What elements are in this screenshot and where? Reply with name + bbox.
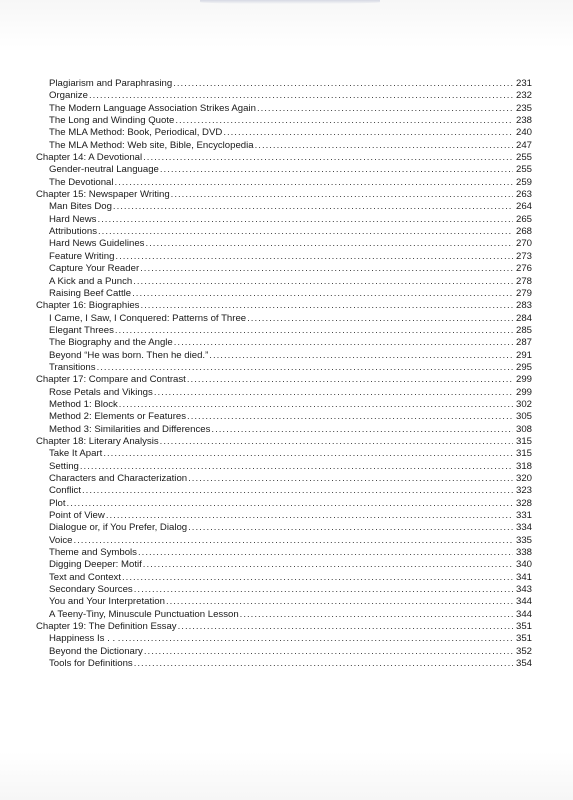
toc-page-number: 240 <box>515 127 532 139</box>
toc-entry-title: Secondary Sources <box>49 584 133 596</box>
page-edge-shadow <box>200 0 380 4</box>
toc-section-row <box>36 633 532 645</box>
toc-entry-title: Attributions <box>49 226 97 238</box>
toc-entry-title: Conflict <box>49 485 81 497</box>
toc-entry-title: Gender-neutral Language <box>49 164 159 176</box>
dot-leader <box>115 177 513 189</box>
toc-chapter-row <box>36 621 532 633</box>
dot-leader <box>209 350 513 362</box>
dot-leader <box>173 78 513 90</box>
toc-entry-title: Digging Deeper: Motif <box>49 559 142 571</box>
toc-page-number: 344 <box>515 596 532 608</box>
toc-section-row <box>36 362 532 374</box>
toc-page-number: 315 <box>515 435 532 447</box>
dot-leader <box>140 300 513 312</box>
toc-entry-title: Chapter 17: Compare and Contrast <box>36 374 186 386</box>
toc-page-number: 287 <box>515 337 532 349</box>
dot-leader <box>133 276 513 288</box>
toc-entry-title: Characters and Characterization <box>49 473 188 484</box>
toc-page-number: 328 <box>515 497 532 509</box>
toc-page-number: 351 <box>515 633 532 645</box>
toc-page-number: 334 <box>515 522 532 534</box>
dot-leader <box>134 658 513 670</box>
dot-leader <box>160 436 513 448</box>
table-of-contents <box>36 78 532 671</box>
toc-section-row <box>36 658 532 670</box>
toc-entry-title: The Modern Language Association Strikes Again <box>49 102 256 114</box>
toc-section-row <box>36 485 532 497</box>
dot-leader <box>145 238 513 250</box>
toc-page-number: 331 <box>515 510 532 522</box>
toc-page-number: 305 <box>515 411 532 423</box>
toc-section-row <box>36 572 532 584</box>
toc-page-number: 255 <box>515 152 532 164</box>
toc-section-row <box>36 251 532 263</box>
toc-section-row <box>36 399 532 411</box>
toc-entry-title: Man Bites Dog <box>49 201 112 213</box>
toc-section-row <box>36 461 532 473</box>
toc-page-number: 270 <box>515 238 532 250</box>
toc-entry-title: Take It Apart <box>49 448 103 460</box>
dot-leader <box>132 288 513 300</box>
toc-section-row <box>36 387 532 399</box>
toc-entry-title: Setting <box>49 460 79 472</box>
toc-page-number: 231 <box>515 78 532 89</box>
dot-leader <box>138 547 513 559</box>
dot-leader <box>97 362 513 374</box>
toc-page-number: 264 <box>515 201 532 213</box>
toc-page-number: 354 <box>515 658 532 670</box>
toc-section-row <box>36 177 532 189</box>
toc-section-row <box>36 646 532 658</box>
toc-entry-title: Beyond the Dictionary <box>49 645 143 657</box>
dot-leader <box>115 251 513 263</box>
toc-page-number: 283 <box>515 300 532 312</box>
dot-leader <box>160 164 513 176</box>
toc-section-row <box>36 238 532 250</box>
toc-page-number: 299 <box>515 386 532 398</box>
toc-chapter-row <box>36 300 532 312</box>
dot-leader <box>80 461 513 473</box>
toc-section-row <box>36 609 532 621</box>
dot-leader <box>113 201 513 213</box>
toc-page-number: 247 <box>515 139 532 151</box>
toc-section-row <box>36 498 532 510</box>
dot-leader <box>188 522 513 534</box>
toc-entry-title: Beyond “He was born. Then he died.” <box>49 349 209 361</box>
toc-entry-title: Hard News Guidelines <box>49 238 145 250</box>
toc-page-number: 265 <box>515 213 532 225</box>
toc-entry-title: The MLA Method: Book, Periodical, DVD <box>49 127 223 139</box>
toc-section-row <box>36 288 532 300</box>
toc-entry-title: Plagiarism and Paraphrasing <box>49 78 173 89</box>
dot-leader <box>255 140 513 152</box>
toc-chapter-row <box>36 189 532 201</box>
toc-section-row <box>36 263 532 275</box>
toc-entry-title: The Devotional <box>49 176 114 188</box>
dot-leader <box>143 152 513 164</box>
toc-section-row <box>36 78 532 90</box>
dot-leader <box>82 485 513 497</box>
toc-page-number: 268 <box>515 226 532 238</box>
toc-entry-title: Text and Context <box>49 571 121 583</box>
dot-leader <box>188 473 513 485</box>
toc-entry-title: Tools for Definitions <box>49 658 133 670</box>
dot-leader <box>240 609 513 621</box>
toc-entry-title: Raising Beef Cattle <box>49 287 132 299</box>
toc-page-number: 352 <box>515 645 532 657</box>
toc-page-number: 263 <box>515 189 532 201</box>
toc-section-row <box>36 127 532 139</box>
toc-entry-title: The Long and Winding Quote <box>49 115 175 127</box>
toc-section-row <box>36 313 532 325</box>
dot-leader <box>106 510 513 522</box>
toc-section-row <box>36 522 532 534</box>
toc-section-row <box>36 214 532 226</box>
dot-leader <box>121 633 513 645</box>
toc-entry-title: Feature Writing <box>49 250 115 262</box>
toc-page-number: 340 <box>515 559 532 571</box>
dot-leader <box>223 127 513 139</box>
toc-section-row <box>36 350 532 362</box>
toc-page-number: 320 <box>515 473 532 484</box>
toc-entry-title: A Kick and a Punch <box>49 275 133 287</box>
toc-page-number: 318 <box>515 460 532 472</box>
toc-entry-title: Voice <box>49 534 73 546</box>
toc-section-row <box>36 596 532 608</box>
toc-section-row <box>36 103 532 115</box>
dot-leader <box>103 448 513 460</box>
toc-section-row <box>36 226 532 238</box>
toc-page-number: 235 <box>515 102 532 114</box>
dot-leader <box>175 115 513 127</box>
toc-page-number: 295 <box>515 361 532 373</box>
toc-page-number: 255 <box>515 164 532 176</box>
toc-page-number: 276 <box>515 263 532 275</box>
dot-leader <box>119 399 513 411</box>
toc-chapter-row <box>36 374 532 386</box>
toc-section-row <box>36 424 532 436</box>
toc-page-number: 278 <box>515 275 532 287</box>
toc-section-row <box>36 473 532 485</box>
toc-page-number: 335 <box>515 534 532 546</box>
toc-page-number: 343 <box>515 584 532 596</box>
dot-leader <box>89 90 513 102</box>
toc-entry-title: Chapter 18: Literary Analysis <box>36 435 159 447</box>
toc-entry-title: Elegant Threes <box>49 324 114 336</box>
dot-leader <box>122 572 513 584</box>
dot-leader <box>140 263 513 275</box>
toc-section-row <box>36 90 532 102</box>
toc-entry-title: Chapter 16: Biographies <box>36 300 140 312</box>
toc-page-number: 323 <box>515 485 532 497</box>
toc-page-number: 238 <box>515 115 532 127</box>
toc-page-number: 299 <box>515 374 532 386</box>
toc-section-row <box>36 115 532 127</box>
toc-section-row <box>36 535 532 547</box>
toc-section-row <box>36 337 532 349</box>
dot-leader <box>257 103 513 115</box>
toc-page-number: 285 <box>515 324 532 336</box>
toc-entry-title: Chapter 14: A Devotional <box>36 152 143 164</box>
toc-entry-title: Organize <box>49 90 88 102</box>
toc-entry-title: Happiness Is . . . <box>49 633 121 645</box>
dot-leader <box>166 596 513 608</box>
toc-entry-title: Theme and Symbols <box>49 547 137 559</box>
dot-leader <box>247 313 513 325</box>
toc-entry-title: Hard News <box>49 213 97 225</box>
toc-section-row <box>36 140 532 152</box>
toc-section-row <box>36 276 532 288</box>
dot-leader <box>115 325 513 337</box>
toc-entry-title: A Teeny-Tiny, Minuscule Punctuation Lesson <box>49 608 239 620</box>
toc-section-row <box>36 201 532 213</box>
dot-leader <box>73 535 513 547</box>
dot-leader <box>144 646 513 658</box>
dot-leader <box>178 621 513 633</box>
toc-page-number: 291 <box>515 349 532 361</box>
toc-page-number: 284 <box>515 312 532 324</box>
toc-page-number: 341 <box>515 571 532 583</box>
dot-leader <box>134 584 513 596</box>
toc-entry-title: Plot <box>49 497 66 509</box>
dot-leader <box>211 424 513 436</box>
toc-entry-title: Transitions <box>49 361 96 373</box>
toc-section-row <box>36 559 532 571</box>
toc-page-number: 344 <box>515 608 532 620</box>
toc-entry-title: Method 3: Similarities and Differences <box>49 423 211 435</box>
dot-leader <box>143 559 513 571</box>
dot-leader <box>154 387 513 399</box>
toc-page-number: 232 <box>515 90 532 102</box>
toc-entry-title: Capture Your Reader <box>49 263 140 275</box>
toc-entry-title: Chapter 15: Newspaper Writing <box>36 189 170 201</box>
toc-entry-title: I Came, I Saw, I Conquered: Patterns of Three <box>49 312 247 324</box>
toc-entry-title: The Biography and the Angle <box>49 337 173 349</box>
toc-entry-title: Method 2: Elements or Features <box>49 411 187 423</box>
toc-entry-title: Dialogue or, if You Prefer, Dialog <box>49 522 188 534</box>
toc-page-number: 273 <box>515 250 532 262</box>
toc-page-number: 302 <box>515 398 532 410</box>
toc-chapter-row <box>36 152 532 164</box>
toc-entry-title: Chapter 19: The Definition Essay <box>36 621 177 633</box>
dot-leader <box>171 189 513 201</box>
toc-section-row <box>36 510 532 522</box>
toc-chapter-row <box>36 436 532 448</box>
toc-entry-title: Rose Petals and Vikings <box>49 386 153 398</box>
toc-page-number: 259 <box>515 176 532 188</box>
toc-page-number: 315 <box>515 448 532 460</box>
dot-leader <box>98 226 513 238</box>
toc-section-row <box>36 584 532 596</box>
toc-entry-title: The MLA Method: Web site, Bible, Encyclopedia <box>49 139 254 151</box>
toc-page-number: 279 <box>515 287 532 299</box>
toc-section-row <box>36 547 532 559</box>
toc-section-row <box>36 411 532 423</box>
toc-page-number: 308 <box>515 423 532 435</box>
toc-entry-title: Method 1: Block <box>49 398 118 410</box>
dot-leader <box>187 411 513 423</box>
dot-leader <box>97 214 513 226</box>
toc-section-row <box>36 164 532 176</box>
dot-leader <box>187 374 513 386</box>
toc-entry-title: Point of View <box>49 510 105 522</box>
dot-leader <box>174 337 513 349</box>
toc-section-row <box>36 325 532 337</box>
dot-leader <box>67 498 513 510</box>
toc-page-number: 338 <box>515 547 532 559</box>
toc-section-row <box>36 448 532 460</box>
toc-page-number: 351 <box>515 621 532 633</box>
toc-entry-title: You and Your Interpretation <box>49 596 165 608</box>
